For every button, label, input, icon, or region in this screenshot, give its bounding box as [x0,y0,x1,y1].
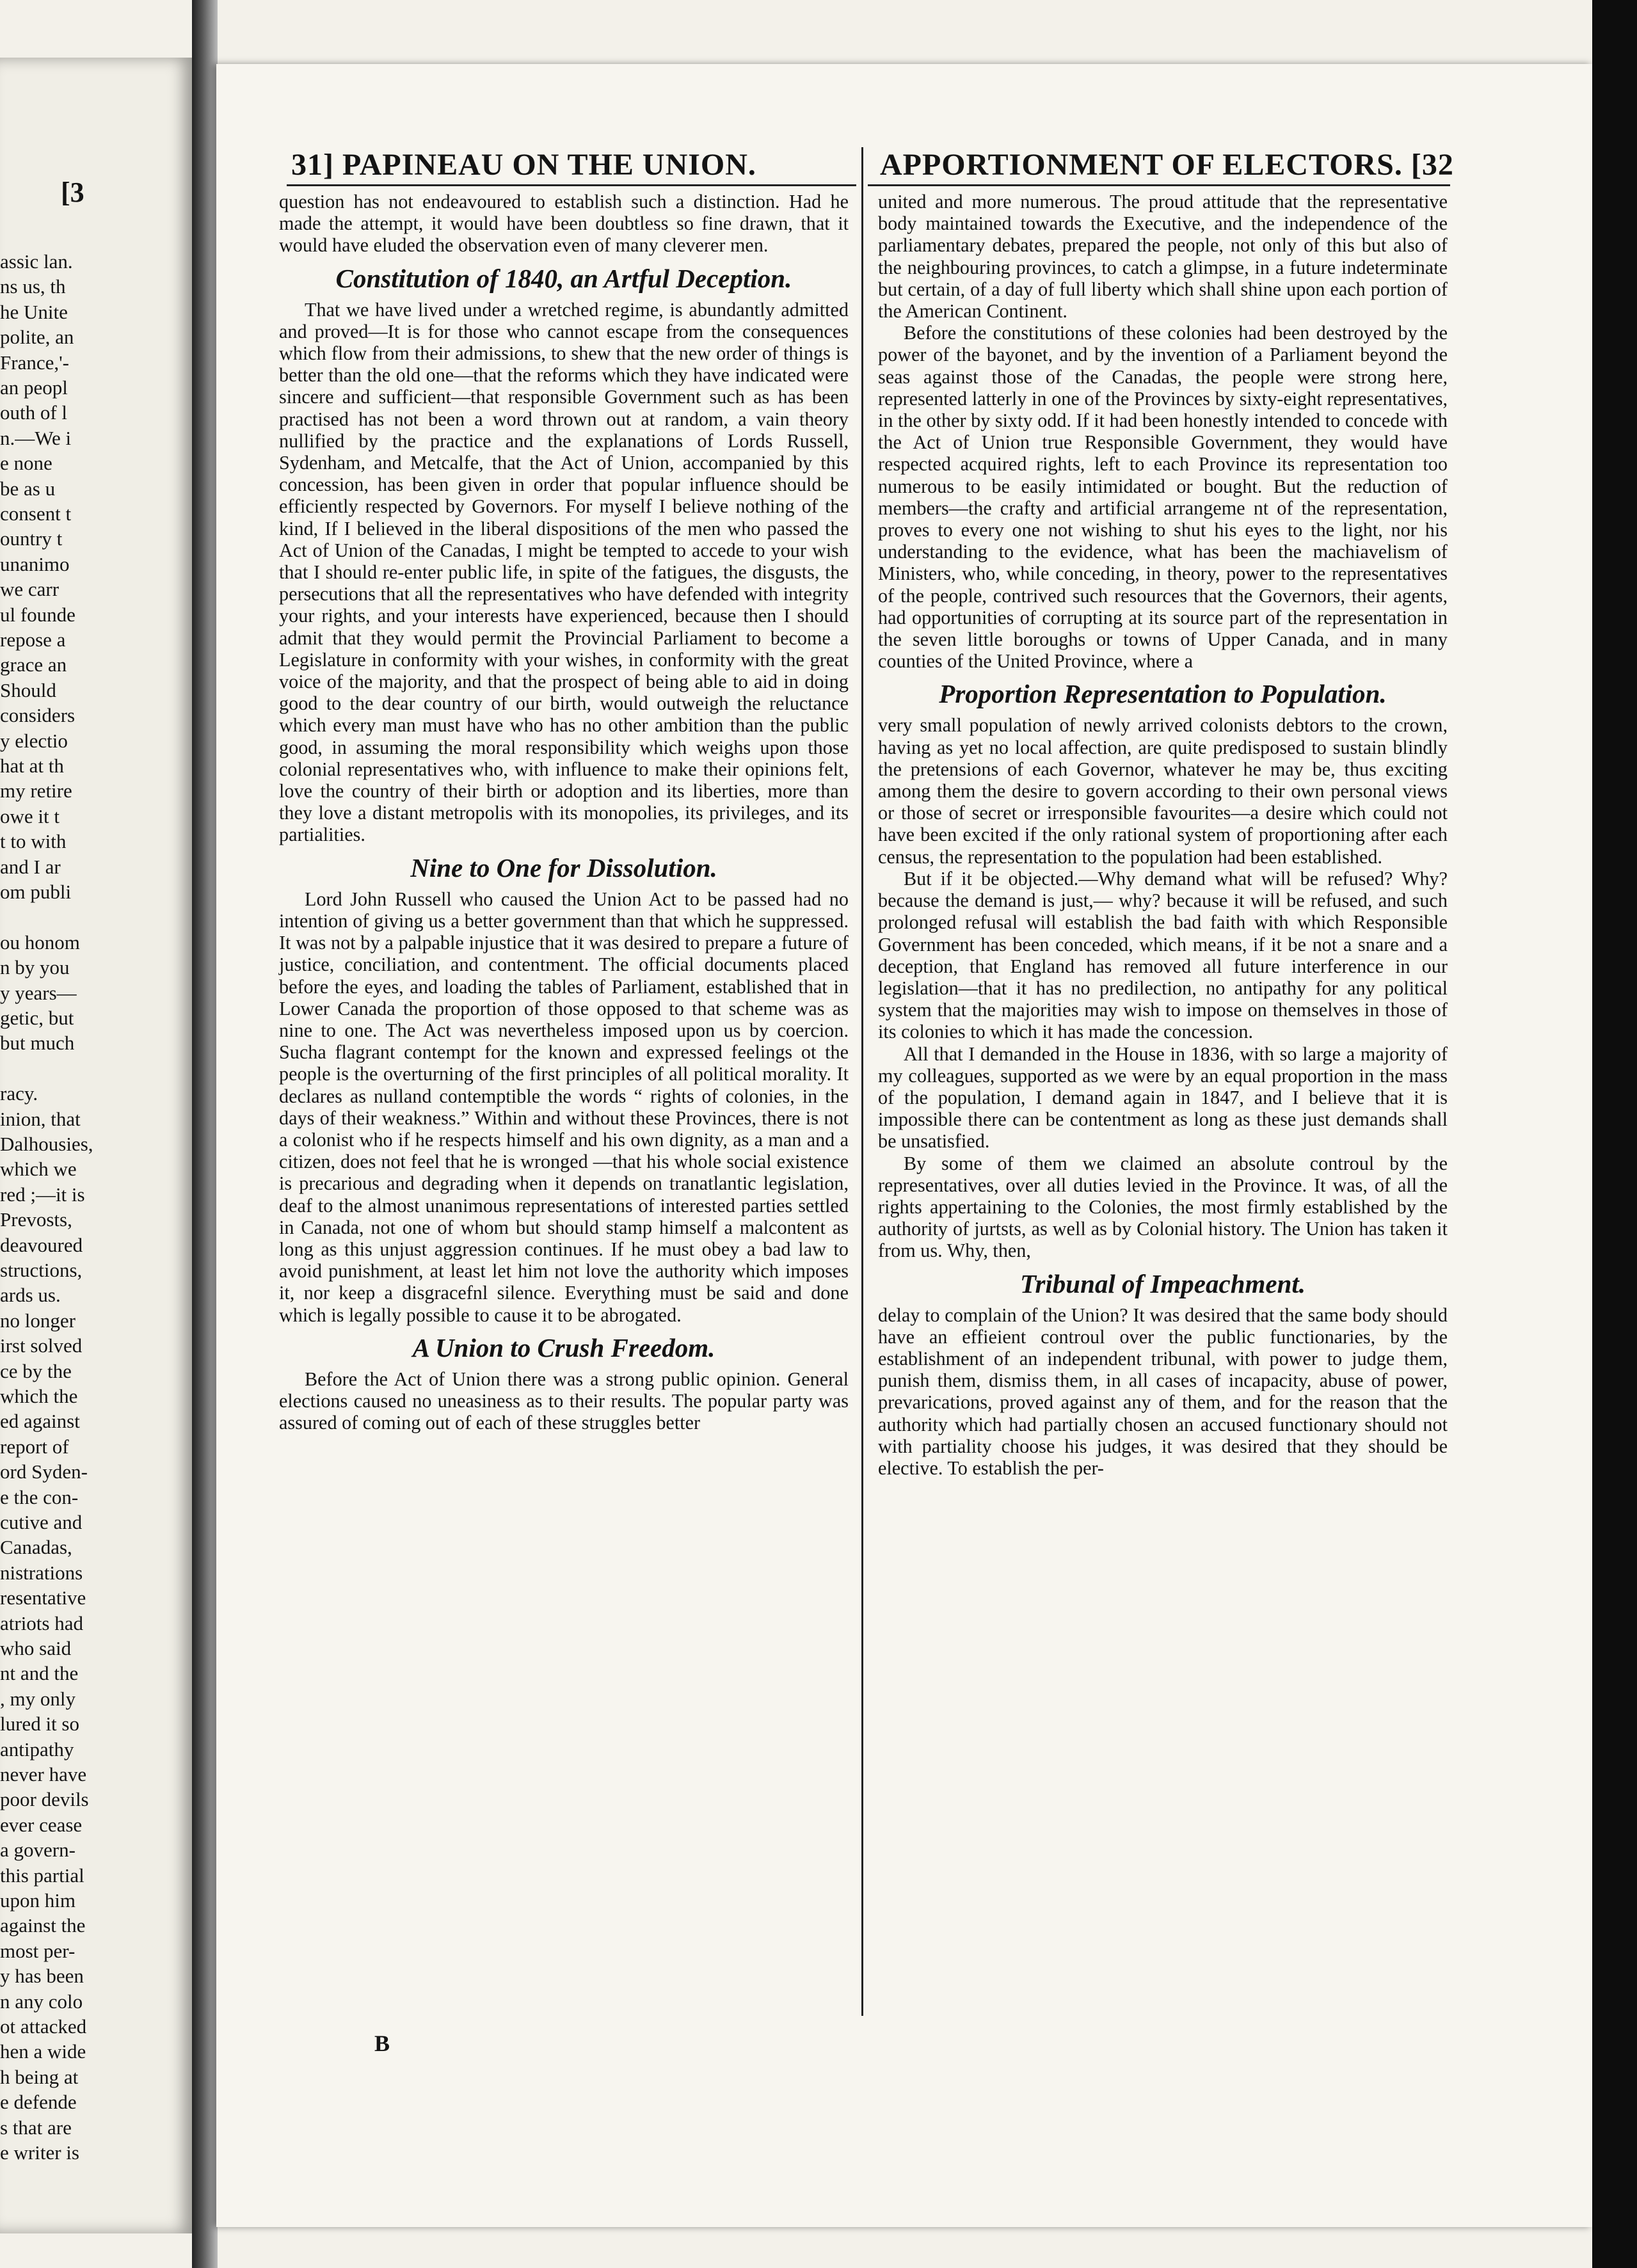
previous-page-line: red ;—it is [0,1183,85,1206]
previous-page-line: polite, an [0,326,74,349]
previous-page-line: France,'- [0,351,70,374]
previous-page-line: a govern- [0,1839,76,1862]
previous-page-line: Dalhousies, [0,1133,93,1155]
previous-page-fragment [0,58,195,2233]
previous-page-line: racy. [0,1082,38,1105]
previous-page-line: ou honom [0,930,80,954]
body-paragraph: But if it be objected.—Why demand what will be refused? Why? because the demand is just,— why? because it will be refused, and such prolonged refusal will establish the bad faith with which Responsible Government has been conceded, which means, if it be not a snare and a deception, that England has removed all future interference in our legislation—that it has no predilection, no antipathy for any political system that the majorities may wish to impose on themselves in those of its colonies to which it has made the concession. [878,867,1448,1043]
body-paragraph: That we have lived under a wretched regime, is abundantly admitted and proved—It is for those who cannot escape from the consequences which flow from their admissions, to shew that the new order of things is better than the old one—that the reforms which they have indicated were sincere and sufficient—that responsible Government such as has been practised has not been a word thrown out at random, a vain theory nullified by the practice and the explanations of Lords Russell, Sydenham, and Metcalfe, that the Act of Union, accompanied by this concession, has been given in order that popular influence should be efficiently respected by Governors. For myself I believe nothing of the kind, If I believed in the liberal dispositions of the men who passed the Act of Union of the Canadas, I might be tempted to accede to your wish that I should re-enter public life, in spite of the fatigues, the disgusts, the persecutions that all the representatives who have defended with integrity your rights, and your interests have experienced, because then I should admit that they would permit the Provincial Parliament to become a Legislature in conformity with your wishes, in conformity with the great voice of the majority, and that the prospect of being able to aid in doing good to the dear country of our birth, would outweigh the reluctance which every man must have who has no other ambition than the public good, in assuming the moral responsibility which weighs upon those colonial representatives who, with influence to make their opinions felt, love the country of their birth or adoption and its liberties, more than they love a distant metropolis with its monopolies, its privileges, and its partialities. [279,298,849,846]
previous-page-line: repose a [0,628,66,651]
previous-page-line: Canadas, [0,1536,72,1559]
section-heading: Tribunal of Impeachment. [1019,1268,1306,1298]
previous-page-line: nt and the [0,1662,79,1685]
section-heading: Proportion Representation to Population. [939,679,1387,709]
previous-page-line: h being at [0,2065,79,2088]
previous-page-line: assic lan. [0,250,73,273]
previous-page-line: n by you [0,956,70,979]
previous-page-line: grace an [0,653,67,676]
body-paragraph: question has not endeavoured to establish such a distinction. Had he made the attempt, it would have been doubtless so fine drawn, that it would have eluded the observation even of many cleverer men. [279,191,849,257]
previous-page-line: structions, [0,1259,83,1281]
previous-page-line: resentative [0,1586,86,1609]
previous-page-line: e the con- [0,1485,79,1508]
previous-page-line: ever cease [0,1813,83,1836]
body-paragraph: Lord John Russell who caused the Union Act to be passed had no intention of giving us a better government than that which he suppressed. It was not by a palpable injustice that it was desired to prepare a future of justice, conciliation, and contentment. The official documents placed before the eyes, and loading the tables of Parliament, established that in Lower Canada the proportion of those opposed to that scheme was as nine to one. The Act was nevertheless imposed upon us by coercion. Sucha flagrant contempt for the known and expressed feelings ot the people is the overturning of the first principles of all political morality. It declares as nulland contemptible the words “ rights of colonies, in the days of their weakness.” Within and without these Provinces, there is not a colonist who if he respects himself and his own dignity, as a man and a citizen, does not feel that he is wronged —that his whole social existence is precarious and degrading when it depends on tranatlantic legislation, deaf to the almost unanimous representations of interested parties settled in Canada, not one of whom but should stamp himself a malcontent as long as this unjust aggression continues. If he must obey a bad law to avoid punishment, at least let him not love the authority which imposes it, nor keep a disgracefnl silence. Everything must be said and done which is legally possible to cause it to be abrogated. [279,888,849,1326]
body-paragraph: united and more numerous. The proud attitude that the representative body maintained towards the Executive, and the independence of the parliamentary debates, prepared the people, not only of this but also of the neighbouring provinces, to catch a glimpse, in a future indeterminate but certain, of a day of full liberty which shall shine upon each portion of the American Continent. [878,191,1448,323]
previous-page-line: never have [0,1763,87,1785]
previous-page-line: inion, that [0,1107,81,1130]
previous-page-line: e defende [0,2091,77,2114]
right-header-rule [868,184,1450,186]
right-running-header: APPORTIONMENT OF ELECTORS. [32 [880,148,1454,182]
previous-page-line: which we [0,1158,77,1181]
previous-page-line: he Unite [0,300,68,323]
previous-page-line: s that are [0,2116,72,2139]
previous-page-line: om publi [0,881,72,903]
left-running-header: 31] PAPINEAU ON THE UNION. [291,148,756,182]
previous-page-line: hen a wide [0,2040,86,2063]
previous-page-line: considers [0,704,76,727]
section-heading: A Union to Crush Freedom. [412,1332,715,1362]
previous-page-line: ards us. [0,1284,61,1307]
body-paragraph: All that I demanded in the House in 1836, with so large a majority of my colleagues, supported as we were by an equal proportion in the mass of the population, I demand again in 1847, and I believe that it is impossible there can be contentment as long as these just demands shall be unsatisfied. [878,1042,1448,1153]
previous-page-line: consent t [0,502,72,525]
previous-page-line: ountry t [0,527,63,550]
previous-page-line: , my only [0,1687,76,1710]
previous-page-line: n any colo [0,1990,83,2013]
signature-mark: B [374,2031,390,2056]
body-paragraph: very small population of newly arrived colonists debtors to the crown, having as yet no local affection, are quite predisposed to sustain blindly the pretensions of each Governor, whatever he may be, thus exciting among them the desire to govern according to their own personal views or those of secret or irresponsible favourites—a desire which could not have been excited if the only rational system of proportioning after each census, the representation to the population had been established. [878,714,1448,868]
previous-page-line: lured it so [0,1713,79,1736]
previous-page-line: ns us, th [0,275,66,298]
previous-page-line: ot attacked [0,2015,87,2038]
right-margin-shadow [1592,0,1637,2268]
previous-page-line: but much [0,1032,75,1055]
body-paragraph: Before the Act of Union there was a strong public opinion. General elections caused no uneasiness as to their results. The popular party was assured of coming out of each of these struggles better [279,1368,849,1434]
previous-page-header: [3 [61,177,84,208]
book-gutter [192,0,218,2268]
previous-page-line: against the [0,1914,86,1937]
previous-page-line: irst solved [0,1334,83,1357]
previous-page-line: report of [0,1435,69,1458]
previous-page-line: ed against [0,1410,80,1433]
previous-page-line: my retire [0,779,72,803]
previous-page-line: ce by the [0,1359,72,1382]
previous-page-line: owe it t [0,804,60,827]
previous-page-line: t to with [0,830,67,853]
previous-page-line: antipathy [0,1737,74,1761]
previous-page-line: poor devils [0,1788,89,1811]
previous-page-line: we carr [0,578,60,601]
section-heading: Nine to One for Dissolution. [410,852,717,882]
section-heading: Constitution of 1840, an Artful Deception. [335,263,792,293]
previous-page-line: ul founde [0,603,76,626]
previous-page-line: most per- [0,1939,76,1962]
previous-page-line: e writer is [0,2141,79,2164]
previous-page-line: y years— [0,981,77,1004]
previous-page-line: unanimo [0,552,70,575]
previous-page-line: ord Syden- [0,1460,88,1483]
previous-page-line: n.—We i [0,426,72,449]
previous-page-line: y has been [0,1965,84,1988]
previous-page-line: atriots had [0,1611,83,1634]
previous-page-line: e none [0,452,52,475]
column-divider [861,147,863,2016]
previous-page-line: Prevosts, [0,1208,72,1231]
body-paragraph: delay to complain of the Union? It was desired that the same body should have an effieient controul over the public functionaries, by the establishment of an independent tribunal, with power to judge them, punish them, dismiss them, in all cases of incapacity, abuse of power, prevarications, proved against any of them, and for the reason that the authority which had partially chosen an accused functionary should not with partiality choose his judges, it was desired that they should be elective. To establish the per- [878,1304,1448,1479]
previous-page-line: and I ar [0,855,61,878]
previous-page-line: Should [0,678,56,701]
left-header-rule [287,184,856,186]
previous-page-line: nistrations [0,1561,83,1584]
previous-page-line: this partial [0,1864,84,1887]
previous-page-line: be as u [0,477,56,500]
previous-page-line: hat at th [0,755,64,777]
previous-page-line: who said [0,1637,72,1659]
previous-page-line: which the [0,1385,78,1407]
previous-page-line: an peopl [0,376,68,399]
right-column [878,191,1448,1479]
previous-page-line: deavoured [0,1233,83,1256]
previous-page-line: upon him [0,1889,76,1912]
previous-page-line: getic, but [0,1007,74,1029]
previous-page-line: y electio [0,729,68,752]
previous-page-line: cutive and [0,1511,83,1533]
left-column [279,191,849,1433]
body-paragraph: Before the constitutions of these colonies had been destroyed by the power of the bayonet, and by the invention of a Parliament beyond the seas against those of the Canadas, the people were strong here, represented latterly in one of the Provinces by sixty-eight representatives, in the other by sixty odd. If it had been honestly intended to concede with the Act of Union true Responsible Government, they would have respected acquired rights, left to each Province its representation too numerous to be easily intimidated or bought. But the reduction of members—the crafty and artificial arrangeme nt of the representation, proves to every one not wishing to shut his eyes to the light, nor his understanding to the evidence, what has been the machiavelism of Ministers, who, while conceding, in theory, power to the representatives of the people, contrived such resources that the Governors, their agents, had opportunities of corrupting at its source part of the representation in the seven little boroughs or towns of Upper Canada, and in many counties of the United Province, where a [878,322,1448,673]
body-paragraph: By some of them we claimed an absolute controul by the representatives, over all duties levied in the Province. It was, of all the rights appertaining to the Colonies, the most firmly established by the authority of jurtsts, as well as by Colonial history. The Union has taken it from us. Why, then, [878,1152,1448,1262]
previous-page-line: outh of l [0,401,68,424]
previous-page-line: no longer [0,1309,76,1332]
